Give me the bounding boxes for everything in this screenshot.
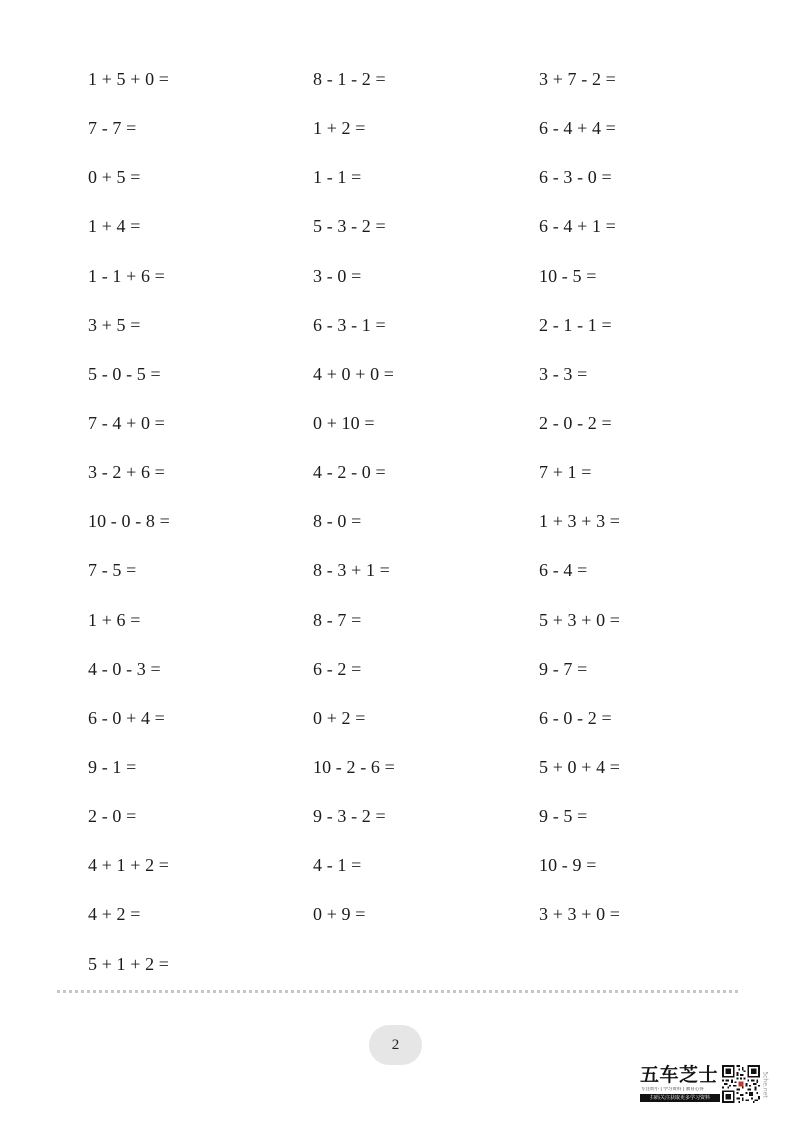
logo-name: 五车芝士 <box>640 1064 719 1086</box>
math-problem: 5 - 0 - 5 = <box>88 363 161 384</box>
math-problem: 6 - 0 + 4 = <box>88 707 165 728</box>
logo-domain: 5che.net <box>761 1071 769 1098</box>
logo-tagline: 专注幼小 | 学习资料 | 教育心得 <box>641 1087 704 1092</box>
math-problem: 3 + 7 - 2 = <box>539 69 616 89</box>
math-problem: 3 - 2 + 6 = <box>88 462 165 483</box>
math-problem: 3 - 0 = <box>313 265 362 286</box>
math-problem: 0 + 5 = <box>88 167 141 188</box>
math-problem: 6 - 3 - 0 = <box>539 167 612 188</box>
page-number: 2 <box>391 1036 400 1053</box>
math-problem: 7 + 1 = <box>539 462 592 483</box>
math-problem: 9 - 1 = <box>88 756 137 777</box>
logo-cta-bar: 扫码关注获取更多学习资料 <box>640 1094 720 1102</box>
problem-column-2 <box>313 66 395 951</box>
math-problem: 2 - 0 = <box>88 806 137 827</box>
math-problem: 5 + 0 + 4 = <box>539 756 621 777</box>
qr-code <box>722 1065 760 1103</box>
problem-column-1 <box>88 66 170 1000</box>
math-problem: 10 - 0 - 8 = <box>88 511 170 532</box>
math-problem: 1 + 3 + 3 = <box>539 511 621 532</box>
math-problem: 0 + 9 = <box>313 904 366 925</box>
math-problem: 8 - 3 + 1 = <box>313 560 390 581</box>
math-problem: 8 - 1 - 2 = <box>313 69 386 89</box>
math-problem: 6 - 3 - 1 = <box>313 314 386 335</box>
math-problem: 6 - 4 + 4 = <box>539 118 616 139</box>
math-problem: 7 - 5 = <box>88 560 137 581</box>
math-problem: 0 + 2 = <box>313 707 366 728</box>
math-problem: 10 - 2 - 6 = <box>313 756 395 777</box>
math-problem: 3 - 3 = <box>539 363 588 384</box>
math-problem: 2 - 0 - 2 = <box>539 412 612 433</box>
math-problem: 6 - 4 = <box>539 560 588 581</box>
math-problem: 8 - 0 = <box>313 511 362 532</box>
math-problem: 8 - 7 = <box>313 609 362 630</box>
dotted-divider <box>57 990 738 993</box>
math-problem: 5 + 1 + 2 = <box>88 953 170 974</box>
math-problem: 3 + 5 = <box>88 314 141 335</box>
math-problem: 6 - 2 = <box>313 658 362 679</box>
math-problem: 5 + 3 + 0 = <box>539 609 621 630</box>
math-problem: 6 - 0 - 2 = <box>539 707 612 728</box>
math-problem: 3 + 3 + 0 = <box>539 904 621 925</box>
math-problem: 1 - 1 + 6 = <box>88 265 165 286</box>
page-number-badge <box>369 1025 422 1065</box>
math-problem: 9 - 3 - 2 = <box>313 806 386 827</box>
math-problem: 4 + 0 + 0 = <box>313 363 395 384</box>
math-problem: 7 - 7 = <box>88 118 137 139</box>
math-problem: 1 + 6 = <box>88 609 141 630</box>
math-problem: 6 - 4 + 1 = <box>539 216 616 237</box>
math-problem: 5 - 3 - 2 = <box>313 216 386 237</box>
math-problem: 2 - 1 - 1 = <box>539 314 612 335</box>
math-problem: 10 - 9 = <box>539 855 597 876</box>
math-problem: 4 - 0 - 3 = <box>88 658 161 679</box>
math-problem: 4 - 1 = <box>313 855 362 876</box>
math-problem: 4 + 2 = <box>88 904 141 925</box>
math-problem: 1 + 4 = <box>88 216 141 237</box>
math-problem: 10 - 5 = <box>539 265 597 286</box>
math-problem: 7 - 4 + 0 = <box>88 412 165 433</box>
math-problem: 0 + 10 = <box>313 412 375 433</box>
brand-logo <box>640 1064 772 1106</box>
math-problem: 1 - 1 = <box>313 167 362 188</box>
math-problem: 4 - 2 - 0 = <box>313 462 386 483</box>
math-problem: 9 - 7 = <box>539 658 588 679</box>
math-problem: 1 + 5 + 0 = <box>88 69 170 89</box>
math-problem: 9 - 5 = <box>539 806 588 827</box>
problem-column-3 <box>539 66 620 951</box>
math-problem: 4 + 1 + 2 = <box>88 855 170 876</box>
math-problem: 1 + 2 = <box>313 118 366 139</box>
